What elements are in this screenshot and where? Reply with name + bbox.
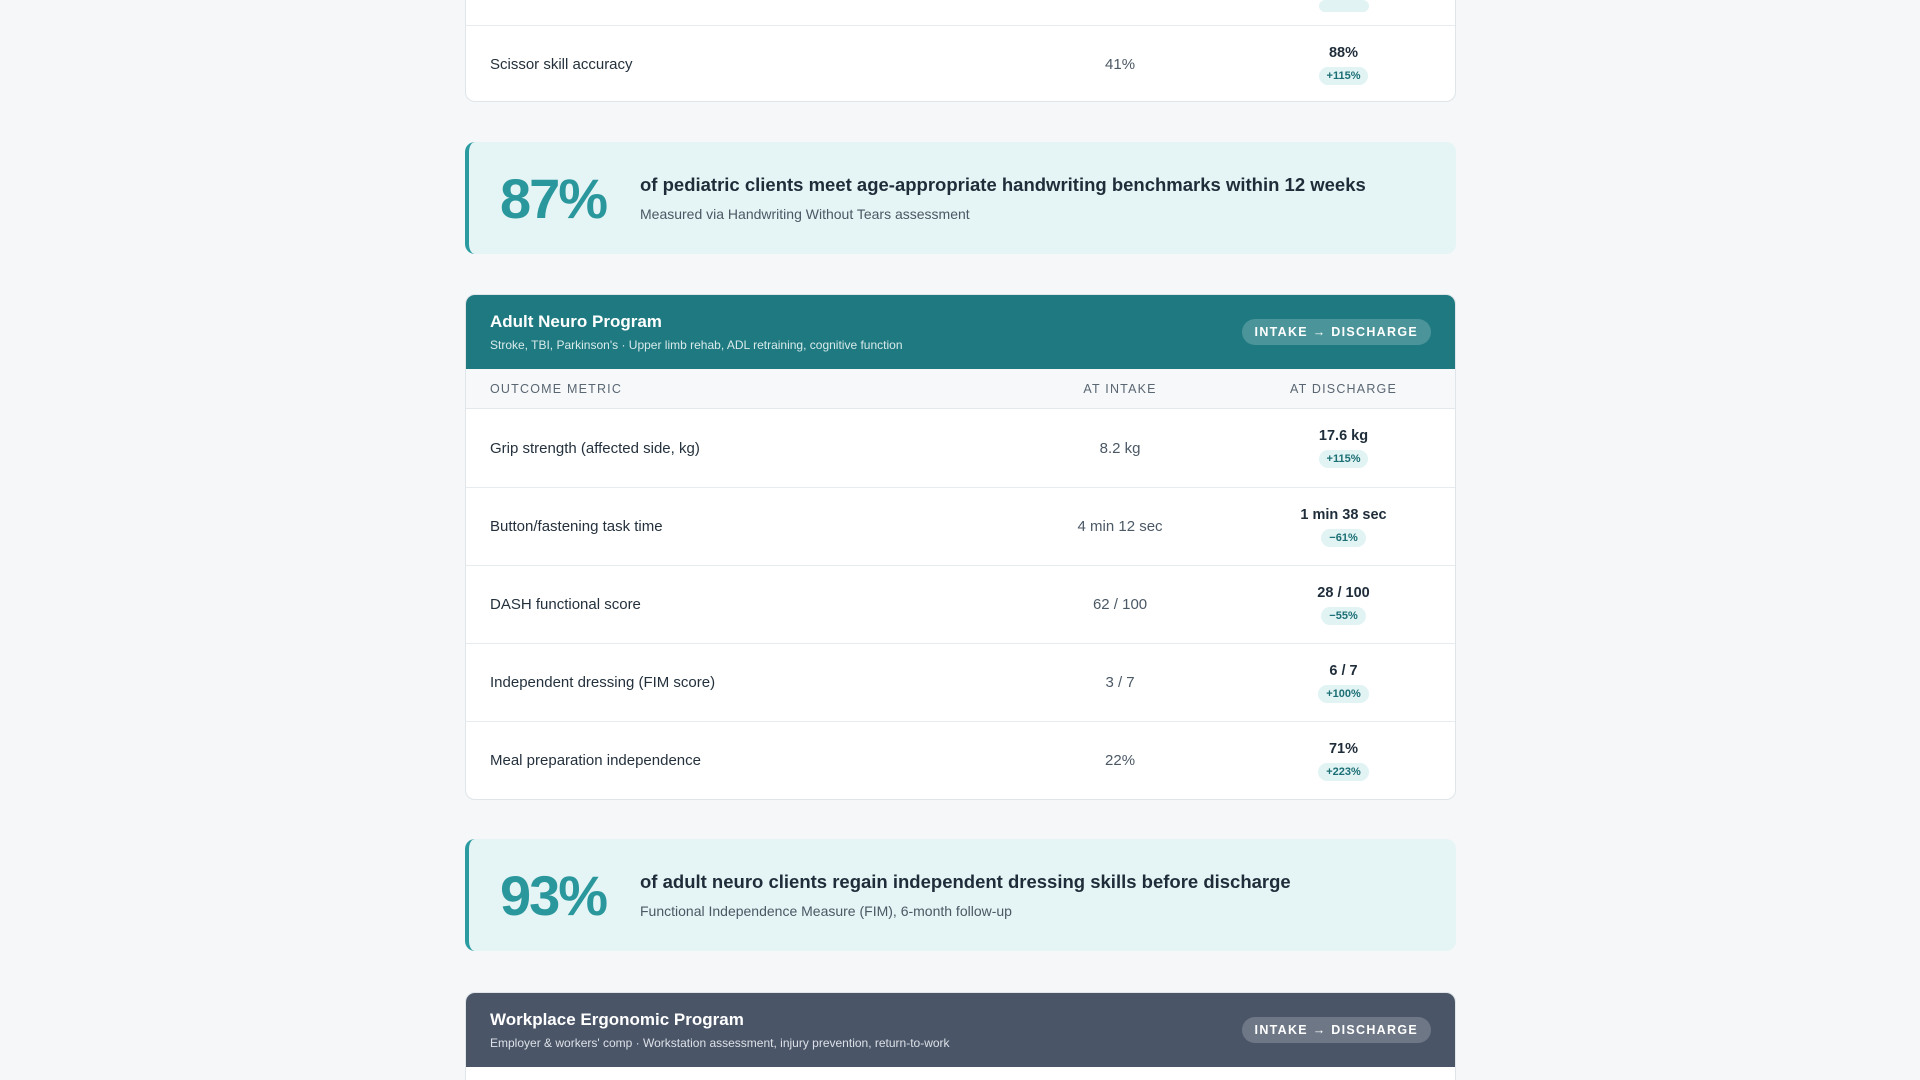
- change-badge: +115%: [1319, 67, 1369, 85]
- table-row: [466, 565, 1455, 643]
- change-badge: [1319, 0, 1369, 12]
- intake-value: 62 / 100: [1092, 596, 1148, 613]
- program-subtitle: Stroke, TBI, Parkinson's · Upper limb rehab, ADL retraining, cognitive function: [490, 338, 903, 352]
- metric-label: DASH functional score: [490, 596, 641, 613]
- stat-value: 93%: [500, 863, 607, 927]
- table-row: [466, 643, 1455, 721]
- stat-value: 87%: [500, 166, 607, 230]
- intake-discharge-pill: INTAKE → DISCHARGE: [1242, 1017, 1431, 1043]
- metric-label: Meal preparation independence: [490, 752, 701, 769]
- column-header-discharge: AT DISCHARGE: [1290, 381, 1398, 396]
- program-header: [466, 295, 1455, 369]
- discharge-value: 6 / 7: [1329, 662, 1358, 679]
- change-badge: +100%: [1318, 685, 1369, 703]
- metric-label: Independent dressing (FIM score): [490, 674, 716, 691]
- stat-callout-adult-neuro: [465, 839, 1456, 951]
- change-badge: −55%: [1321, 607, 1365, 625]
- discharge-value: 17.6 kg: [1318, 428, 1369, 444]
- discharge-value: 71%: [1328, 740, 1359, 757]
- intake-discharge-pill: INTAKE → DISCHARGE: [1242, 319, 1431, 345]
- stat-callout-pediatric: [465, 142, 1456, 254]
- metric-label: Grip strength (affected side, kg): [490, 439, 700, 457]
- metric-label: Scissor skill accuracy: [490, 56, 633, 73]
- intake-value: 8.2 kg: [1099, 439, 1141, 457]
- stat-headline: of adult neuro clients regain independent dressing skills before discharge: [640, 871, 1291, 892]
- workplace-ergonomic-card: [465, 992, 1456, 1080]
- program-title: Workplace Ergonomic Program: [490, 1010, 744, 1029]
- table-row: [466, 487, 1455, 565]
- stat-note: Functional Independence Measure (FIM), 6-month follow-up: [640, 903, 1012, 919]
- program-subtitle: Employer & workers' comp · Workstation assessment, injury prevention, return-to-work: [490, 1036, 950, 1050]
- intake-value: 3 / 7: [1105, 674, 1135, 691]
- table-row: [466, 721, 1455, 799]
- column-header-intake: AT INTAKE: [1083, 381, 1157, 396]
- change-badge: −61%: [1321, 529, 1365, 547]
- column-header-metric: OUTCOME METRIC: [490, 381, 623, 396]
- adult-neuro-card: [465, 294, 1456, 800]
- table-header: [466, 369, 1455, 409]
- stat-headline: of pediatric clients meet age-appropriate handwriting benchmarks within 12 weeks: [640, 174, 1366, 195]
- change-badge: +223%: [1318, 763, 1369, 781]
- intake-value: 41%: [1105, 56, 1136, 73]
- program-title: Adult Neuro Program: [490, 312, 662, 331]
- intake-value: 22%: [1105, 752, 1136, 769]
- stat-note: Measured via Handwriting Without Tears assessment: [640, 206, 970, 222]
- discharge-value: 88%: [1328, 44, 1359, 61]
- table-row: [466, 25, 1455, 102]
- pediatric-table: [465, 0, 1456, 102]
- change-badge: +115%: [1319, 450, 1369, 468]
- metric-label: Button/fastening task time: [490, 518, 663, 535]
- discharge-value: 1 min 38 sec: [1300, 506, 1387, 523]
- table-row: [466, 0, 1455, 25]
- intake-value: 4 min 12 sec: [1077, 518, 1163, 535]
- table-body: [466, 409, 1455, 799]
- table-row: [466, 409, 1455, 487]
- program-header: [466, 993, 1455, 1067]
- discharge-value: 28 / 100: [1317, 584, 1370, 601]
